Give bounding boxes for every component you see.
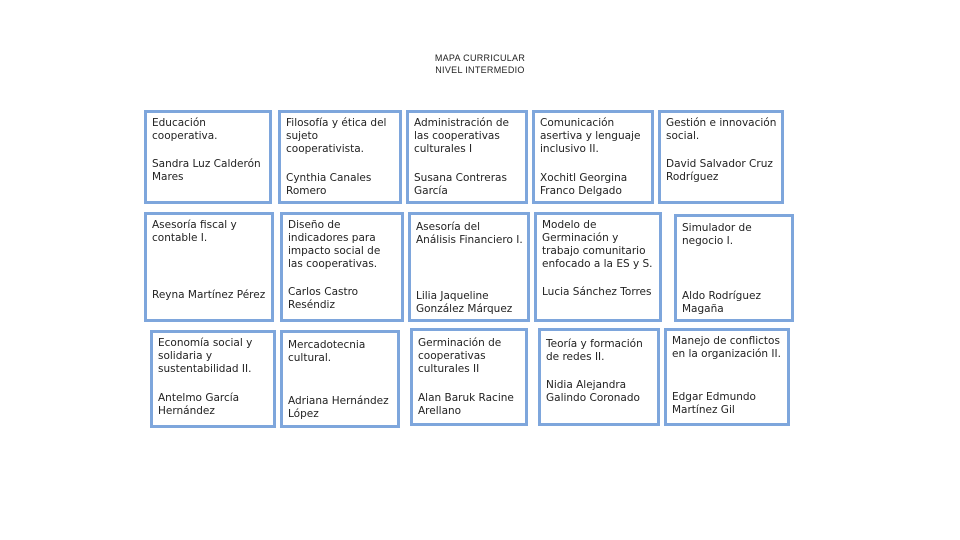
course-teacher: Lucia Sánchez Torres bbox=[542, 286, 652, 298]
course-teacher: Reyna Martínez Pérez bbox=[152, 289, 266, 301]
course-card bbox=[664, 328, 790, 426]
course-subject: Asesoría del Análisis Financiero I. bbox=[416, 221, 523, 246]
course-subject: Economía social y solidaria y sustentabilidad II. bbox=[158, 337, 253, 375]
course-subject: Teoría y formación de redes II. bbox=[546, 338, 643, 363]
course-subject: Administración de las cooperativas culturales I bbox=[414, 117, 509, 155]
course-card bbox=[534, 212, 662, 322]
course-teacher: Adriana Hernández López bbox=[288, 395, 389, 420]
course-teacher: Aldo Rodríguez Magaña bbox=[682, 290, 761, 315]
course-card bbox=[278, 110, 402, 204]
course-teacher: Sandra Luz Calderón Mares bbox=[152, 158, 261, 183]
course-card bbox=[150, 330, 276, 428]
course-teacher: Alan Baruk Racine Arellano bbox=[418, 392, 514, 417]
title-line-1: MAPA CURRICULAR bbox=[434, 53, 526, 63]
course-subject: Simulador de negocio I. bbox=[682, 222, 752, 247]
course-card bbox=[144, 110, 272, 204]
course-teacher: Antelmo García Hernández bbox=[158, 392, 240, 417]
course-teacher: Edgar Edmundo Martínez Gil bbox=[672, 391, 756, 416]
course-card bbox=[406, 110, 528, 204]
course-teacher: Xochitl Georgina Franco Delgado bbox=[540, 172, 628, 197]
course-subject: Mercadotecnia cultural. bbox=[288, 339, 366, 364]
course-teacher: Nidia Alejandra Galindo Coronado bbox=[546, 379, 640, 404]
course-card bbox=[144, 212, 274, 322]
course-card bbox=[532, 110, 654, 204]
course-card bbox=[280, 212, 404, 322]
course-teacher: Lilia Jaqueline González Márquez bbox=[416, 290, 513, 315]
course-subject: Diseño de indicadores para impacto social de las cooperativas. bbox=[288, 219, 381, 270]
course-subject: Modelo de Germinación y trabajo comunitario enfocado a la ES y S. bbox=[542, 219, 653, 270]
course-teacher: David Salvador Cruz Rodríguez bbox=[666, 158, 773, 183]
course-card bbox=[658, 110, 784, 204]
course-subject: Educación cooperativa. bbox=[152, 117, 218, 142]
course-card bbox=[280, 330, 400, 428]
course-subject: Asesoría fiscal y contable I. bbox=[152, 219, 237, 244]
course-subject: Comunicación asertiva y lenguaje inclusivo II. bbox=[540, 117, 641, 155]
course-card bbox=[408, 212, 530, 322]
course-teacher: Cynthia Canales Romero bbox=[286, 172, 372, 197]
course-card bbox=[538, 328, 660, 426]
course-subject: Gestión e innovación social. bbox=[666, 117, 777, 142]
course-card bbox=[674, 214, 794, 322]
course-card bbox=[410, 328, 528, 426]
page-title bbox=[380, 52, 580, 76]
course-subject: Manejo de conflictos en la organización II. bbox=[672, 335, 781, 360]
course-subject: Germinación de cooperativas culturales II bbox=[418, 337, 502, 375]
title-line-2: NIVEL INTERMEDIO bbox=[435, 65, 525, 75]
course-subject: Filosofía y ética del sujeto cooperativista. bbox=[286, 117, 387, 155]
course-teacher: Susana Contreras García bbox=[414, 172, 507, 197]
course-teacher: Carlos Castro Reséndiz bbox=[288, 286, 359, 311]
